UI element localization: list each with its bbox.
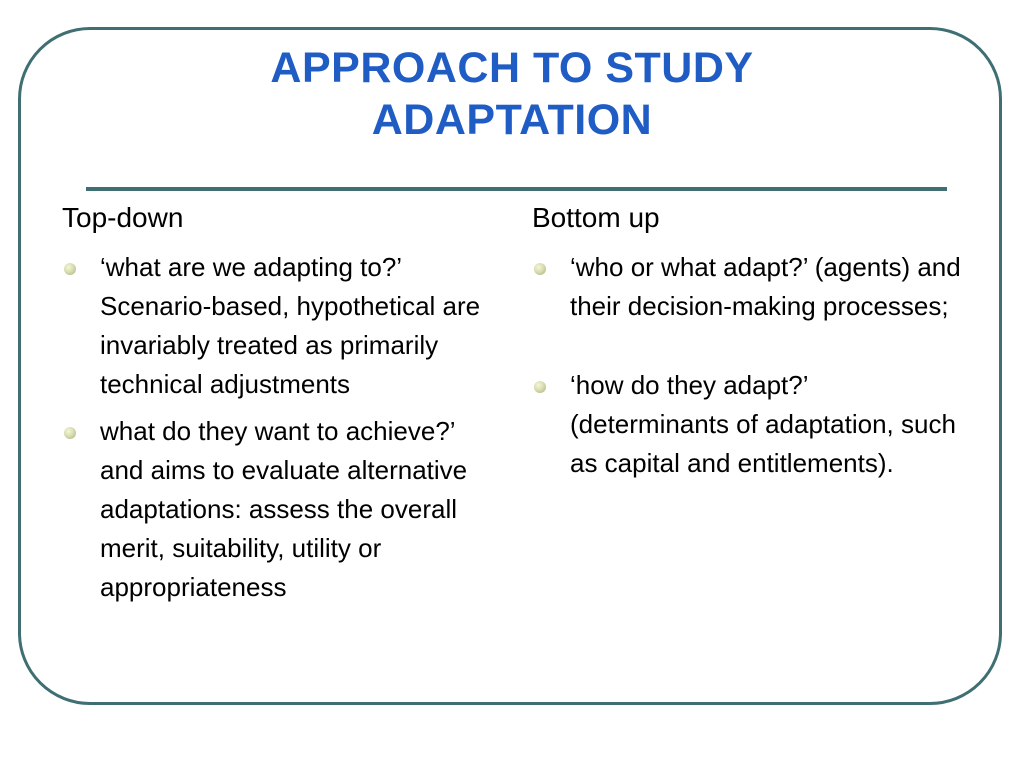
left-column-heading: Top-down — [62, 202, 184, 233]
right-bullet-text: ‘how do they adapt?’ (determinants of adaptation, such as capital and entitlements). — [570, 370, 956, 478]
right-bullet-text: ‘who or what adapt?’ (agents) and their decision-making processes; — [570, 252, 961, 321]
left-bullet-text: what do they want to achieve?’ and aims to evaluate alternative adaptations: assess the overall merit, suitability, utility or appropriateness — [100, 416, 468, 602]
left-bullet-item — [62, 412, 502, 607]
right-bullet-item — [532, 366, 972, 483]
title-divider — [86, 187, 947, 191]
right-column — [532, 198, 972, 483]
right-bullet-list — [532, 248, 972, 483]
left-bullet-text: ‘what are we adapting to?’ Scenario-based, hypothetical are invariably treated as primarily technical adjustments — [100, 252, 481, 399]
right-bullet-item — [532, 248, 972, 326]
bullet-dot-icon — [534, 381, 546, 393]
slide-title — [120, 42, 904, 146]
bullet-dot-icon — [534, 263, 546, 275]
bullet-dot-icon — [64, 427, 76, 439]
right-column-heading: Bottom up — [532, 202, 660, 233]
bullet-dot-icon — [64, 263, 76, 275]
title-line-1: APPROACH TO STUDY — [270, 44, 754, 92]
left-bullet-item — [62, 248, 502, 404]
title-line-2: ADAPTATION — [371, 96, 653, 144]
left-column — [62, 198, 502, 607]
left-bullet-list — [62, 248, 502, 607]
